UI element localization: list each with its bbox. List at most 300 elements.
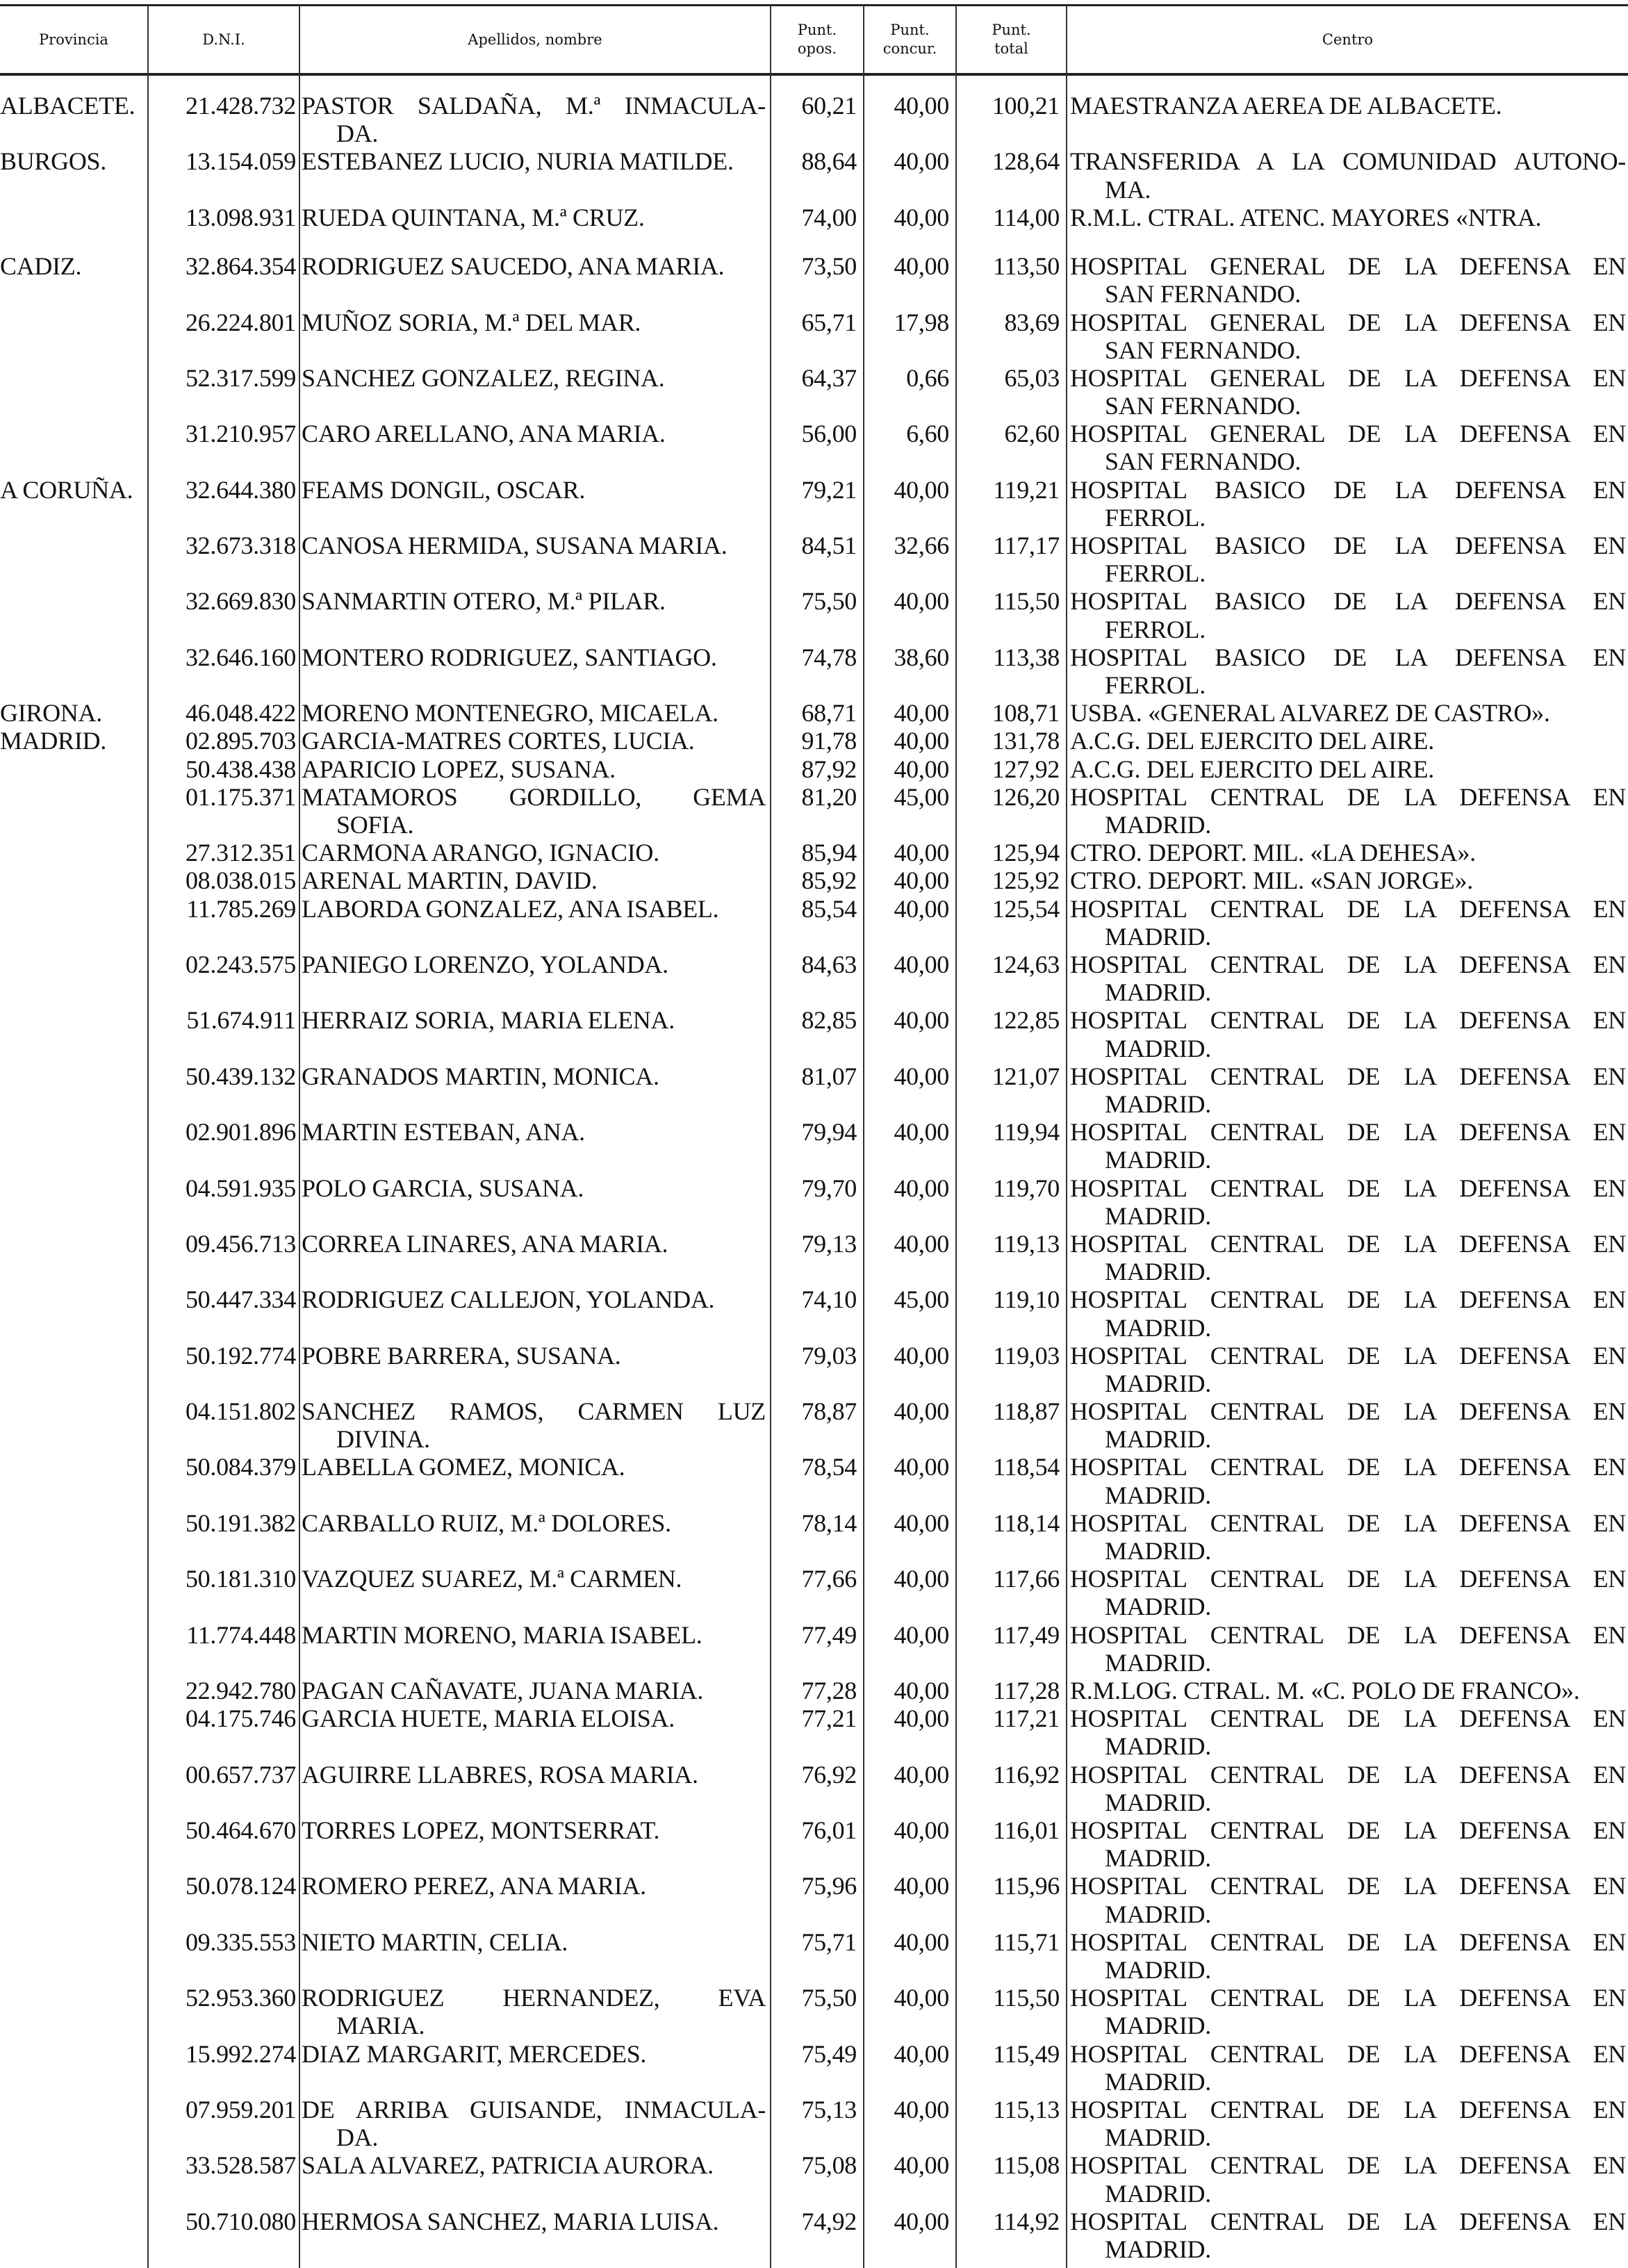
name-cell: DIAZ MARGARIT, MERCEDES. <box>302 2039 647 2068</box>
dni-cell: 50.078.124 <box>185 1872 296 1900</box>
dni-cell: 50.447.334 <box>185 1285 296 1314</box>
dni-cell: 50.464.670 <box>185 1816 296 1845</box>
name-cell: SANCHEZ GONZALEZ, REGINA. <box>302 363 665 392</box>
name-cell: RODRIGUEZ HERNANDEZ, EVA MARIA. <box>302 1984 766 2040</box>
punt-concur-cell: 40,00 <box>894 92 949 120</box>
provincia-cell <box>0 1872 148 1900</box>
punt-total-cell: 119,94 <box>993 1118 1060 1147</box>
punt-concur-cell: 40,00 <box>894 1565 949 1593</box>
punt-total-cell: 125,54 <box>992 894 1060 923</box>
centro-cell: HOSPITAL CENTRAL DE LA DEFENSA EN MADRID. <box>1070 1816 1626 1873</box>
name-cell: NIETO MARTIN, CELIA. <box>302 1928 568 1956</box>
provincia-cell: BURGOS. <box>0 147 106 176</box>
table-body <box>0 92 1628 2263</box>
dni-cell: 22.942.780 <box>185 1677 296 1705</box>
dni-cell: 46.048.422 <box>185 699 296 728</box>
name-cell: AGUIRRE LLABRES, ROSA MARIA. <box>302 1760 698 1789</box>
punt-total-cell: 113,38 <box>993 643 1060 671</box>
punt-concur-cell: 40,00 <box>894 1118 949 1147</box>
name-cell: MUÑOZ SORIA, M.ª DEL MAR. <box>302 308 641 336</box>
provincia-cell <box>0 755 148 783</box>
table-row <box>0 2040 1628 2096</box>
name-cell: FEAMS DONGIL, OSCAR. <box>302 475 586 504</box>
centro-cell: HOSPITAL GENERAL DE LA DEFENSA EN SAN FERNANDO. <box>1070 308 1626 364</box>
table-row <box>0 147 1628 203</box>
name-cell: RUEDA QUINTANA, M.ª CRUZ. <box>302 203 645 231</box>
centro-cell: HOSPITAL CENTRAL DE LA DEFENSA EN MADRID. <box>1070 1285 1626 1342</box>
centro-cell: HOSPITAL CENTRAL DE LA DEFENSA EN MADRID. <box>1070 1984 1626 2040</box>
table-row <box>0 1816 1628 1872</box>
provincia-cell <box>0 532 148 559</box>
punt-concur-cell: 40,00 <box>894 1620 949 1649</box>
punt-concur-cell: 40,00 <box>894 1062 949 1090</box>
provincia-cell <box>0 1984 148 2012</box>
header-punt-concur: Punt. concur. <box>882 22 937 57</box>
table-row <box>0 476 1628 532</box>
punt-concur-cell: 40,00 <box>894 1509 949 1537</box>
centro-cell: HOSPITAL CENTRAL DE LA DEFENSA EN MADRID. <box>1070 1062 1626 1118</box>
punt-concur-cell: 45,00 <box>894 1285 949 1314</box>
dni-cell: 21.428.732 <box>185 92 296 120</box>
punt-concur-cell: 40,00 <box>894 2151 949 2180</box>
dni-cell: 02.901.896 <box>185 1118 296 1147</box>
punt-opos-cell: 81,20 <box>801 782 857 811</box>
punt-total-cell: 115,50 <box>993 587 1060 616</box>
table-row <box>0 1704 1628 1760</box>
header-bottom-rule <box>0 73 1628 76</box>
provincia-cell <box>0 1006 148 1034</box>
punt-opos-cell: 85,92 <box>801 866 857 895</box>
punt-opos-cell: 68,71 <box>801 699 857 728</box>
centro-cell: MAESTRANZA AEREA DE ALBACETE. <box>1070 92 1502 120</box>
provincia-cell <box>0 2096 148 2123</box>
centro-cell: HOSPITAL BASICO DE LA DEFENSA EN FERROL. <box>1070 532 1626 588</box>
punt-total-cell: 119,70 <box>993 1174 1060 1202</box>
centro-cell: HOSPITAL CENTRAL DE LA DEFENSA EN MADRID. <box>1070 1341 1626 1397</box>
punt-concur-cell: 40,00 <box>894 1704 949 1733</box>
centro-cell: HOSPITAL CENTRAL DE LA DEFENSA EN MADRID. <box>1070 2095 1626 2152</box>
punt-total-cell: 115,71 <box>993 1928 1060 1956</box>
provincia-cell <box>0 204 148 231</box>
punt-total-cell: 115,13 <box>993 2095 1060 2123</box>
name-cell: GRANADOS MARTIN, MONICA. <box>302 1062 659 1090</box>
provincia-cell <box>0 364 148 392</box>
dni-cell: 50.192.774 <box>185 1341 296 1370</box>
table-row <box>0 951 1628 1006</box>
table-row <box>0 1621 1628 1677</box>
name-cell: APARICIO LOPEZ, SUSANA. <box>302 755 616 783</box>
provincia-cell <box>0 309 148 336</box>
punt-total-cell: 65,03 <box>1004 363 1060 392</box>
table-row <box>0 309 1628 364</box>
dni-cell: 51.674.911 <box>186 1006 296 1035</box>
provincia-cell: ALBACETE. <box>0 92 135 120</box>
punt-concur-cell: 40,00 <box>894 2207 949 2235</box>
table-row <box>0 643 1628 699</box>
table-row <box>0 1230 1628 1285</box>
name-cell: MARTIN ESTEBAN, ANA. <box>302 1118 585 1147</box>
punt-total-cell: 108,71 <box>992 699 1060 728</box>
punt-total-cell: 125,92 <box>992 866 1060 895</box>
provincia-cell <box>0 1816 148 1844</box>
table-row <box>0 1118 1628 1174</box>
dni-cell: 01.175.371 <box>185 782 296 811</box>
punt-concur-cell: 40,00 <box>894 1174 949 1202</box>
dni-cell: 13.098.931 <box>185 203 296 231</box>
header-provincia: Provincia <box>39 31 108 48</box>
punt-total-cell: 117,28 <box>993 1677 1060 1705</box>
punt-concur-cell: 40,00 <box>894 147 949 176</box>
punt-concur-cell: 40,00 <box>894 2095 949 2123</box>
name-cell: POLO GARCIA, SUSANA. <box>302 1174 584 1202</box>
name-cell: POBRE BARRERA, SUSANA. <box>302 1341 621 1370</box>
name-cell: PANIEGO LORENZO, YOLANDA. <box>302 950 668 978</box>
provincia-cell <box>0 1230 148 1258</box>
table-header <box>0 6 1628 73</box>
punt-opos-cell: 75,13 <box>801 2095 857 2123</box>
header-dni: D.N.I. <box>202 31 245 48</box>
dni-cell: 13.154.059 <box>185 147 296 176</box>
name-cell: HERMOSA SANCHEZ, MARIA LUISA. <box>302 2207 719 2235</box>
punt-opos-cell: 74,10 <box>801 1285 857 1314</box>
punt-opos-cell: 84,51 <box>801 532 857 560</box>
punt-total-cell: 125,94 <box>992 839 1060 867</box>
punt-total-cell: 114,92 <box>993 2207 1060 2235</box>
centro-cell: A.C.G. DEL EJERCITO DEL AIRE. <box>1070 727 1434 755</box>
centro-cell: HOSPITAL CENTRAL DE LA DEFENSA EN MADRID. <box>1070 1397 1626 1454</box>
punt-total-cell: 100,21 <box>992 92 1060 120</box>
dni-cell: 27.312.351 <box>185 839 296 867</box>
punt-concur-cell: 40,00 <box>894 1397 949 1426</box>
table-row <box>0 252 1628 308</box>
centro-cell: HOSPITAL CENTRAL DE LA DEFENSA EN MADRID. <box>1070 894 1626 951</box>
punt-opos-cell: 78,14 <box>801 1509 857 1537</box>
provincia-cell <box>0 895 148 923</box>
centro-cell: HOSPITAL CENTRAL DE LA DEFENSA EN MADRID. <box>1070 1928 1626 1984</box>
provincia-cell <box>0 1118 148 1146</box>
punt-opos-cell: 78,87 <box>801 1397 857 1426</box>
punt-opos-cell: 79,94 <box>801 1118 857 1147</box>
dni-cell: 07.959.201 <box>185 2095 296 2123</box>
punt-opos-cell: 75,50 <box>801 1984 857 2012</box>
provincia-cell <box>0 866 148 894</box>
table-row <box>0 532 1628 587</box>
dni-cell: 32.673.318 <box>185 532 296 560</box>
table-row <box>0 1342 1628 1397</box>
punt-total-cell: 122,85 <box>992 1006 1060 1035</box>
dni-cell: 52.953.360 <box>185 1984 296 2012</box>
dni-cell: 32.646.160 <box>185 643 296 671</box>
dni-cell: 50.439.132 <box>185 1062 296 1090</box>
punt-concur-cell: 40,00 <box>894 252 949 281</box>
punt-concur-cell: 40,00 <box>894 894 949 923</box>
provincia-cell <box>0 1453 148 1481</box>
name-cell: CANOSA HERMIDA, SUSANA MARIA. <box>302 532 727 560</box>
dni-cell: 32.644.380 <box>185 475 296 504</box>
table-row <box>0 755 1628 783</box>
punt-concur-cell: 40,00 <box>894 727 949 755</box>
punt-total-cell: 118,87 <box>993 1397 1060 1426</box>
dni-cell: 09.335.553 <box>185 1928 296 1956</box>
provincia-cell: A CORUÑA. <box>0 475 133 504</box>
centro-cell: HOSPITAL CENTRAL DE LA DEFENSA EN MADRID. <box>1070 1620 1626 1677</box>
table-row <box>0 2208 1628 2263</box>
punt-opos-cell: 75,08 <box>801 2151 857 2180</box>
name-cell: SANMARTIN OTERO, M.ª PILAR. <box>302 587 666 616</box>
provincia-cell: GIRONA. <box>0 699 102 728</box>
punt-opos-cell: 74,92 <box>801 2207 857 2235</box>
punt-concur-cell: 32,66 <box>894 532 949 560</box>
centro-cell: CTRO. DEPORT. MIL. «SAN JORGE». <box>1070 866 1473 895</box>
centro-cell: TRANSFERIDA A LA COMUNIDAD AUTONO- MA. <box>1070 147 1626 204</box>
centro-cell: HOSPITAL CENTRAL DE LA DEFENSA EN MADRID. <box>1070 2207 1626 2263</box>
punt-opos-cell: 74,00 <box>801 203 857 231</box>
centro-cell: HOSPITAL CENTRAL DE LA DEFENSA EN MADRID. <box>1070 1174 1626 1230</box>
centro-cell: HOSPITAL CENTRAL DE LA DEFENSA EN MADRID. <box>1070 950 1626 1007</box>
punt-opos-cell: 77,21 <box>801 1704 857 1733</box>
provincia-cell <box>0 1062 148 1090</box>
table-row <box>0 1397 1628 1453</box>
punt-concur-cell: 17,98 <box>894 308 949 336</box>
punt-total-cell: 115,50 <box>993 1984 1060 2012</box>
dni-cell: 04.175.746 <box>185 1704 296 1733</box>
table-row <box>0 2096 1628 2151</box>
punt-opos-cell: 85,54 <box>801 894 857 923</box>
punt-concur-cell: 40,00 <box>894 1453 949 1481</box>
table-row <box>0 1872 1628 1928</box>
table-row <box>0 364 1628 420</box>
dni-cell: 31.210.957 <box>185 420 296 448</box>
dni-cell: 08.038.015 <box>185 866 296 895</box>
centro-cell: HOSPITAL CENTRAL DE LA DEFENSA EN MADRID. <box>1070 2151 1626 2208</box>
punt-total-cell: 114,00 <box>993 203 1060 231</box>
centro-cell: HOSPITAL CENTRAL DE LA DEFENSA EN MADRID. <box>1070 2039 1626 2096</box>
punt-concur-cell: 40,00 <box>894 839 949 867</box>
punt-total-cell: 115,49 <box>993 2039 1060 2068</box>
centro-cell: HOSPITAL CENTRAL DE LA DEFENSA EN MADRID. <box>1070 1565 1626 1621</box>
dni-cell: 04.151.802 <box>185 1397 296 1426</box>
punt-opos-cell: 79,03 <box>801 1341 857 1370</box>
name-cell: CARMONA ARANGO, IGNACIO. <box>302 839 659 867</box>
provincia-cell <box>0 587 148 615</box>
punt-total-cell: 116,92 <box>993 1760 1060 1789</box>
punt-concur-cell: 40,00 <box>894 866 949 895</box>
dni-cell: 32.864.354 <box>185 252 296 281</box>
name-cell: CARBALLO RUIZ, M.ª DOLORES. <box>302 1509 671 1537</box>
punt-total-cell: 115,08 <box>993 2151 1060 2180</box>
name-cell: CORREA LINARES, ANA MARIA. <box>302 1229 668 1258</box>
provincia-cell <box>0 839 148 866</box>
centro-cell: HOSPITAL BASICO DE LA DEFENSA EN FERROL. <box>1070 587 1626 643</box>
table-row <box>0 587 1628 643</box>
table-row <box>0 1453 1628 1509</box>
punt-total-cell: 119,03 <box>993 1341 1060 1370</box>
dni-cell: 09.456.713 <box>185 1229 296 1258</box>
dni-cell: 02.243.575 <box>185 950 296 978</box>
punt-concur-cell: 0,66 <box>906 363 949 392</box>
punt-total-cell: 118,14 <box>993 1509 1060 1537</box>
punt-opos-cell: 77,49 <box>801 1620 857 1649</box>
punt-total-cell: 117,21 <box>993 1704 1060 1733</box>
provincia-cell <box>0 2151 148 2179</box>
provincia-cell <box>0 1509 148 1537</box>
name-cell: TORRES LOPEZ, MONTSERRAT. <box>302 1816 660 1845</box>
name-cell: ARENAL MARTIN, DAVID. <box>302 866 598 895</box>
punt-opos-cell: 87,92 <box>801 755 857 783</box>
punt-opos-cell: 91,78 <box>801 727 857 755</box>
punt-total-cell: 128,64 <box>992 147 1060 176</box>
punt-opos-cell: 65,71 <box>801 308 857 336</box>
punt-concur-cell: 38,60 <box>894 643 949 671</box>
punt-opos-cell: 75,50 <box>801 587 857 616</box>
punt-concur-cell: 40,00 <box>894 1341 949 1370</box>
table-row <box>0 1509 1628 1565</box>
dni-cell: 00.657.737 <box>185 1760 296 1789</box>
name-cell: PASTOR SALDAÑA, M.ª INMACULA- DA. <box>302 92 766 148</box>
punt-concur-cell: 40,00 <box>894 755 949 783</box>
centro-cell: HOSPITAL CENTRAL DE LA DEFENSA EN MADRID. <box>1070 1509 1626 1566</box>
punt-total-cell: 116,01 <box>993 1816 1060 1845</box>
table-row <box>0 1006 1628 1062</box>
punt-total-cell: 117,66 <box>993 1565 1060 1593</box>
provincia-cell <box>0 1928 148 1956</box>
dni-cell: 50.438.438 <box>185 755 296 783</box>
provincia-cell: MADRID. <box>0 727 106 755</box>
punt-opos-cell: 73,50 <box>801 252 857 281</box>
punt-total-cell: 117,49 <box>993 1620 1060 1649</box>
table-row <box>0 420 1628 475</box>
punt-opos-cell: 82,85 <box>801 1006 857 1035</box>
punt-total-cell: 121,07 <box>992 1062 1060 1090</box>
provincia-cell <box>0 1677 148 1704</box>
dni-cell: 32.669.830 <box>185 587 296 616</box>
centro-cell: HOSPITAL CENTRAL DE LA DEFENSA EN MADRID. <box>1070 1006 1626 1062</box>
dni-cell: 02.895.703 <box>185 727 296 755</box>
table-row <box>0 699 1628 727</box>
punt-opos-cell: 76,01 <box>801 1816 857 1845</box>
centro-cell: HOSPITAL CENTRAL DE LA DEFENSA EN MADRID. <box>1070 1118 1626 1174</box>
provincia-cell <box>0 1174 148 1202</box>
provincia-cell <box>0 2040 148 2068</box>
table-row <box>0 1677 1628 1704</box>
dni-cell: 11.774.448 <box>186 1620 296 1649</box>
provincia-cell <box>0 951 148 978</box>
table-row <box>0 1565 1628 1620</box>
header-punt-total: Punt. total <box>992 22 1031 57</box>
provincia-cell <box>0 643 148 671</box>
punt-opos-cell: 76,92 <box>801 1760 857 1789</box>
centro-cell: HOSPITAL GENERAL DE LA DEFENSA EN SAN FERNANDO. <box>1070 363 1626 420</box>
centro-cell: HOSPITAL BASICO DE LA DEFENSA EN FERROL. <box>1070 643 1626 700</box>
header-apellidos-nombre: Apellidos, nombre <box>468 31 602 48</box>
name-cell: LABELLA GOMEZ, MONICA. <box>302 1453 625 1481</box>
dni-cell: 52.317.599 <box>185 363 296 392</box>
provincia-cell <box>0 1285 148 1313</box>
dni-cell: 50.084.379 <box>185 1453 296 1481</box>
name-cell: RODRIGUEZ SAUCEDO, ANA MARIA. <box>302 252 725 281</box>
punt-concur-cell: 40,00 <box>894 1006 949 1035</box>
dni-cell: 50.191.382 <box>185 1509 296 1537</box>
punt-opos-cell: 88,64 <box>801 147 857 176</box>
punt-concur-cell: 40,00 <box>894 950 949 978</box>
punt-opos-cell: 85,94 <box>801 839 857 867</box>
punt-total-cell: 119,10 <box>993 1285 1060 1314</box>
punt-total-cell: 127,92 <box>992 755 1060 783</box>
provincia-cell <box>0 1397 148 1425</box>
name-cell: PAGAN CAÑAVATE, JUANA MARIA. <box>302 1677 704 1705</box>
punt-opos-cell: 75,96 <box>801 1872 857 1900</box>
punt-total-cell: 119,13 <box>993 1229 1060 1258</box>
punt-opos-cell: 60,21 <box>801 92 857 120</box>
punt-total-cell: 117,17 <box>993 532 1060 560</box>
punt-concur-cell: 40,00 <box>894 1928 949 1956</box>
name-cell: CARO ARELLANO, ANA MARIA. <box>302 420 666 448</box>
punt-total-cell: 124,63 <box>992 950 1060 978</box>
provincia-cell <box>0 2208 148 2235</box>
table-row <box>0 839 1628 866</box>
header-punt-opos: Punt. opos. <box>797 22 837 57</box>
punt-concur-cell: 40,00 <box>894 203 949 231</box>
centro-cell: HOSPITAL CENTRAL DE LA DEFENSA EN MADRID. <box>1070 1704 1626 1761</box>
centro-cell: HOSPITAL CENTRAL DE LA DEFENSA EN MADRID. <box>1070 1453 1626 1509</box>
name-cell: GARCIA HUETE, MARIA ELOISA. <box>302 1704 675 1733</box>
header-centro: Centro <box>1322 31 1374 48</box>
provincia-cell <box>0 1621 148 1649</box>
name-cell: MONTERO RODRIGUEZ, SANTIAGO. <box>302 643 717 671</box>
table-row <box>0 204 1628 252</box>
centro-cell: USBA. «GENERAL ALVAREZ DE CASTRO». <box>1070 699 1550 728</box>
name-cell: HERRAIZ SORIA, MARIA ELENA. <box>302 1006 675 1035</box>
centro-cell: HOSPITAL CENTRAL DE LA DEFENSA EN MADRID. <box>1070 1229 1626 1286</box>
name-cell: ROMERO PEREZ, ANA MARIA. <box>302 1872 646 1900</box>
name-cell: MARTIN MORENO, MARIA ISABEL. <box>302 1620 702 1649</box>
punt-concur-cell: 40,00 <box>894 699 949 728</box>
centro-cell: HOSPITAL CENTRAL DE LA DEFENSA EN MADRID. <box>1070 1760 1626 1816</box>
name-cell: GARCIA-MATRES CORTES, LUCIA. <box>302 727 695 755</box>
name-cell: SANCHEZ RAMOS, CARMEN LUZ DIVINA. <box>302 1397 766 1454</box>
punt-total-cell: 83,69 <box>1004 308 1060 336</box>
dni-cell: 26.224.801 <box>185 308 296 336</box>
centro-cell: A.C.G. DEL EJERCITO DEL AIRE. <box>1070 755 1434 783</box>
punt-total-cell: 62,60 <box>1004 420 1060 448</box>
punt-concur-cell: 40,00 <box>894 1677 949 1705</box>
punt-concur-cell: 40,00 <box>894 1816 949 1845</box>
dni-cell: 50.710.080 <box>185 2207 296 2235</box>
punt-concur-cell: 40,00 <box>894 1872 949 1900</box>
punt-concur-cell: 45,00 <box>894 782 949 811</box>
table-row <box>0 783 1628 839</box>
punt-opos-cell: 77,66 <box>801 1565 857 1593</box>
provincia-cell <box>0 420 148 447</box>
punt-opos-cell: 77,28 <box>801 1677 857 1705</box>
centro-cell: R.M.L. CTRAL. ATENC. MAYORES «NTRA. <box>1070 203 1542 231</box>
punt-concur-cell: 40,00 <box>894 1229 949 1258</box>
name-cell: MATAMOROS GORDILLO, GEMA SOFIA. <box>302 782 766 839</box>
punt-total-cell: 119,21 <box>993 475 1060 504</box>
name-cell: LABORDA GONZALEZ, ANA ISABEL. <box>302 894 719 923</box>
table-row <box>0 1062 1628 1118</box>
punt-opos-cell: 64,37 <box>801 363 857 392</box>
punt-total-cell: 126,20 <box>992 782 1060 811</box>
punt-concur-cell: 40,00 <box>894 587 949 616</box>
punt-total-cell: 113,50 <box>993 252 1060 281</box>
centro-cell: HOSPITAL CENTRAL DE LA DEFENSA EN MADRID. <box>1070 1872 1626 1928</box>
name-cell: ESTEBANEZ LUCIO, NURIA MATILDE. <box>302 147 734 176</box>
punt-opos-cell: 75,49 <box>801 2039 857 2068</box>
punt-total-cell: 118,54 <box>993 1453 1060 1481</box>
name-cell: MORENO MONTENEGRO, MICAELA. <box>302 699 718 728</box>
table-row <box>0 92 1628 147</box>
